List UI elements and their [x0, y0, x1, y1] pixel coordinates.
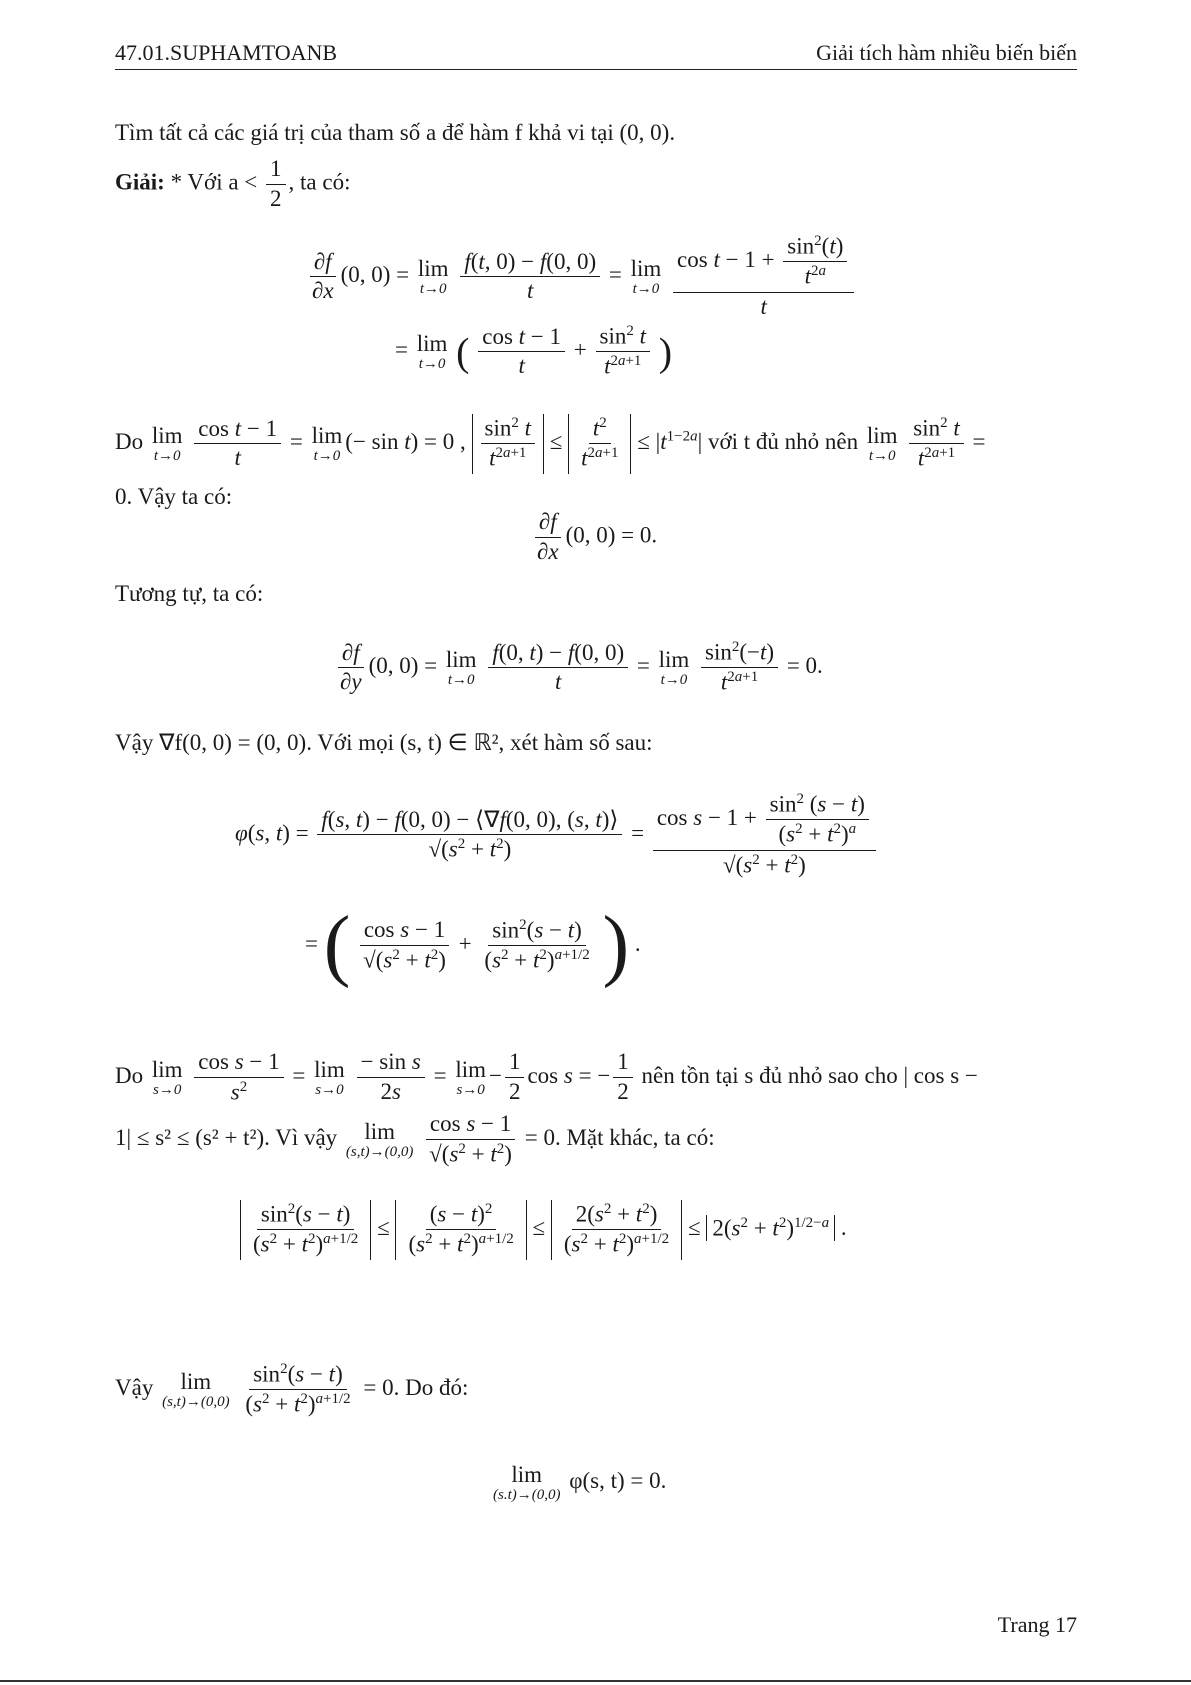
bound-tail: = 0. Mặt khác, ta có: [524, 1124, 715, 1150]
limit-s-line: Do lim s→0 $\frac{\text{cos s − 1}}{s^2}$ = lim s→0 $\frac{\text{− sin s}}{2s}$ = lim s→0 − $\frac{1}{2}$ cos s = − $\frac{1}{2}$ nên tồn tại s đủ nhỏ sao cho | cos s − [115, 1049, 978, 1105]
page-number: Trang 17 [997, 1612, 1077, 1637]
do-line-end: với t đủ nhỏ nên [707, 429, 859, 455]
do2-tail: nên tồn tại s đủ nhỏ sao cho | cos s − [641, 1062, 978, 1088]
header-title: Giải tích hàm nhiều biến biến [816, 40, 1077, 65]
solution-line [115, 155, 350, 214]
inequality-chain: $\frac{\sin^2(s - t)}{(s^2 + t^2)^{a+1/2}}$ ≤ $\frac{(s - t)^2}{(s^2 + t^2)^{a+1/2}}$ ≤ $\frac{2(s^2 + t^2)}{(s^2 + t^2)^{a+1/2}}$ ≤ $2(s^2 + t^2)^{1/2-a}$ . [240, 1200, 847, 1260]
conclusion-line: 0. Vậy ta có: [115, 484, 233, 509]
final-result: φ(s, t) = 0. [569, 1467, 667, 1493]
equation-phi-line1: φ(s, t) = $\frac{f(s, t) - f(0, 0) - ⟨\nabla f(0, 0), (s, t)⟩}{√(s^2 + t^2)}$ = cos s − 1 + $\frac{\sin^2 (s - t)}{(s^2 + t^2)^a}$ $√(s^2 + t^2)$ [235, 790, 879, 880]
final-equation: lim (s.t)→(0,0) φ(s, t) = 0. [493, 1462, 667, 1503]
partial-x-result: (0, 0) = 0. [565, 522, 658, 548]
fraction-half: $\frac{1}{2}$ [266, 155, 286, 214]
equation-partial-x-line1: $\frac{\partial f}{\partial x}$ (0, 0) = lim t→0 $\frac{f(t, 0) - f(0, 0)}{t}$ = lim t→0 cos t − 1 + $\frac{\sin^2(t)}{t^{2a}}$ t [305, 232, 857, 322]
do-word-2: Do [115, 1062, 144, 1088]
do-word: Do [115, 429, 144, 455]
solution-case: * Với a < [170, 169, 258, 195]
header-divider [115, 69, 1077, 70]
solution-case-tail: , ta có: [288, 169, 351, 195]
header-course-code: 47.01.SUPHAMTOANB [115, 40, 338, 65]
limit-conclusion-line: Vậy lim (s,t)→(0,0) $\frac{\sin^2(s - t)}{(s^2 + t^2)^{a+1/2}}$ = 0. Do đó: [115, 1361, 469, 1418]
bound-line: 1| ≤ s² ≤ (s² + t²). Vì vậy lim (s,t)→(0,0) $\frac{\text{cos s − 1}}{√(s^2 + t^2)}$ = 0. Mặt khác, ta có: [115, 1111, 715, 1167]
equation-partial-y: $\frac{\partial f}{\partial y}$ (0, 0) = lim t→0 $\frac{f(0, t) - f(0, 0)}{t}$ = lim t→0 $\frac{\sin^2(-t)}{t^{2a+1}}$ = 0. [333, 638, 823, 698]
equation-partial-x-line2: = lim t→0 ( $\frac{\text{cos t − 1}}{t}$ + $\frac{\sin^2 t}{t^{2a+1}}$ ) [395, 323, 673, 380]
partial-y-result: = 0. [786, 653, 823, 679]
gradient-line: Vậy ∇f(0, 0) = (0, 0). Với mọi (s, t) ∈ ℝ², xét hàm số sau: [115, 730, 653, 755]
bound-text: 1| ≤ s² ≤ (s² + t²). Vì vậy [115, 1124, 338, 1150]
problem-statement: Tìm tất cả các giá trị của tham số a để hàm f khả vi tại (0, 0). [115, 120, 676, 145]
footer-divider [0, 1680, 1191, 1682]
vay-lim-tail: = 0. Do đó: [363, 1375, 469, 1401]
equation-phi-line2: = ( $\frac{\text{cos s − 1}}{√(s^2 + t^2)}$ + $\frac{\sin^2(s - t)}{(s^2 + t^2)^{a+1/2}}$ ) . [305, 901, 641, 989]
vay-word: Vậy [115, 1375, 154, 1401]
limit-argument-line: Do lim t→0 $\frac{\text{cos t − 1}}{t}$ = lim t→0 (− sin t) = 0 , $\frac{\sin^2 t}{t^{2a+1}}$ ≤ $\frac{t^2}{t^{2a+1}}$ ≤ $|t^{1-2a}|$ với t đủ nhỏ nên lim t→0 $\frac{\sin^2 t}{t^{2a+1}}$ = [115, 414, 985, 474]
similarly-line: Tương tự, ta có: [115, 581, 264, 606]
solution-label: Giải: [115, 169, 165, 195]
equation-partial-x-zero: $\frac{\partial f}{\partial x}$ (0, 0) = 0. [530, 508, 657, 567]
